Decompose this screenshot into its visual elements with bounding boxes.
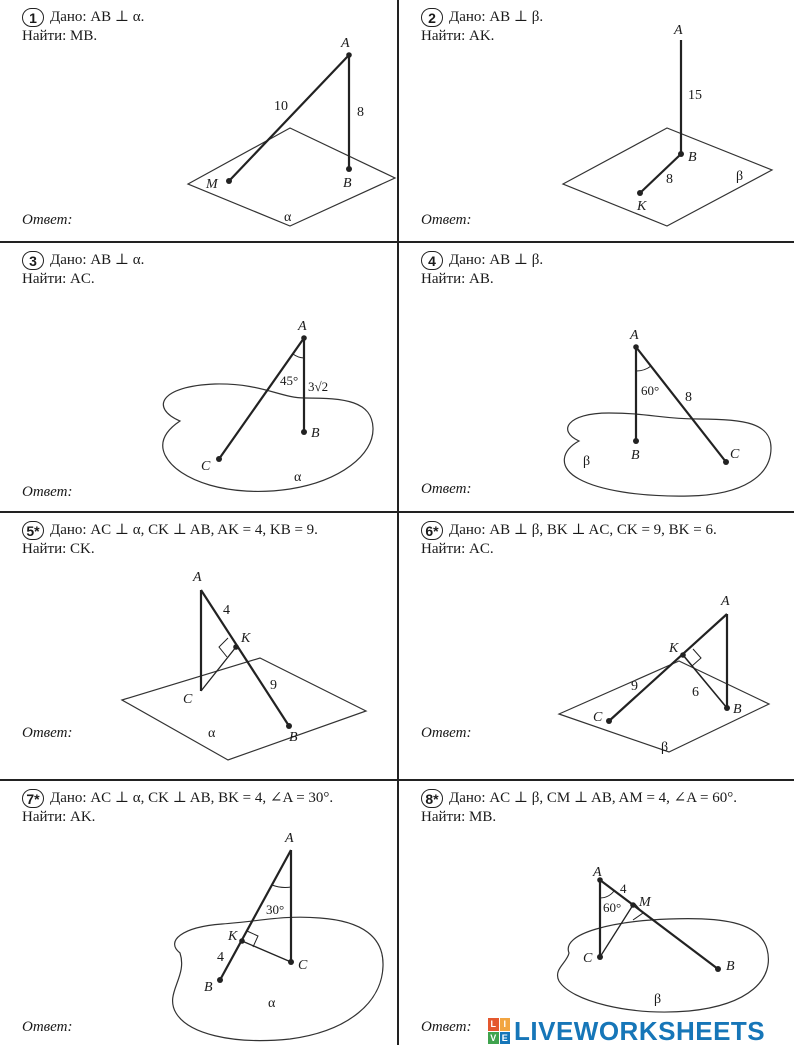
point-c	[723, 459, 729, 465]
given-text: Дано: AC ⊥ β, CM ⊥ AB, AM = 4, ∠A = 60°.	[449, 790, 737, 806]
plane-shape	[564, 413, 771, 496]
plane-shape	[173, 917, 383, 1040]
label-b: B	[726, 959, 735, 974]
point-a	[301, 335, 307, 341]
answer-label: Ответ:	[421, 1019, 472, 1035]
angle-arc	[600, 891, 614, 898]
given-text: Дано: AB ⊥ α.	[50, 9, 145, 25]
logo-icon	[488, 1018, 510, 1044]
point-c	[288, 959, 294, 965]
plane-shape	[188, 128, 395, 226]
label-c: C	[583, 951, 593, 966]
angle-arc	[293, 354, 304, 358]
problem-8	[399, 781, 794, 1039]
point-c	[597, 954, 603, 960]
given-text: Дано: AC ⊥ α, CK ⊥ AB, AK = 4, KB = 9.	[50, 522, 318, 538]
problem-number: 7*	[22, 789, 44, 808]
segment-kb	[683, 655, 727, 708]
logo-letter: V	[488, 1032, 499, 1045]
label-length-ab: 15	[688, 88, 702, 103]
label-plane: α	[268, 996, 276, 1011]
label-k: K	[241, 631, 251, 646]
problem-7	[0, 781, 397, 1039]
point-m	[226, 178, 232, 184]
label-angle: 60°	[603, 900, 622, 915]
point-b	[633, 438, 639, 444]
label-c: C	[201, 459, 211, 474]
logo-letter: L	[488, 1018, 499, 1031]
problem-2	[399, 0, 794, 258]
problem-3	[0, 243, 397, 501]
label-angle: 45°	[280, 373, 299, 388]
point-b	[724, 705, 730, 711]
point-m	[630, 902, 636, 908]
label-b: B	[343, 176, 352, 191]
given-text: Дано: AB ⊥ β.	[449, 9, 544, 25]
find-text: Найти: AC.	[22, 271, 95, 287]
problem-number: 2	[421, 8, 443, 27]
problem-number: 8*	[421, 789, 443, 808]
label-plane: β	[583, 454, 591, 469]
plane-shape	[122, 658, 366, 760]
point-c	[216, 456, 222, 462]
label-a: A	[630, 328, 639, 343]
figure-4	[399, 243, 794, 511]
point-b	[217, 977, 223, 983]
label-plane: α	[284, 210, 292, 225]
right-angle-mark	[219, 638, 228, 657]
label-m: M	[206, 177, 218, 192]
find-text: Найти: AK.	[22, 809, 96, 825]
liveworksheets-logo[interactable]	[488, 1016, 765, 1046]
segment-am	[229, 55, 349, 181]
label-a: A	[341, 36, 350, 51]
problem-6	[399, 513, 794, 771]
logo-text: LIVEWORKSHEETS	[514, 1015, 766, 1046]
problem-number: 6*	[421, 521, 443, 540]
segment-ac	[636, 347, 726, 462]
label-k: K	[669, 641, 679, 656]
segment-ck	[201, 647, 236, 691]
answer-label: Ответ:	[421, 725, 472, 741]
label-a: A	[721, 594, 730, 609]
label-plane: β	[654, 992, 662, 1007]
point-k	[637, 190, 643, 196]
segment-bk	[640, 154, 681, 193]
label-plane: α	[208, 726, 216, 741]
label-b: B	[631, 448, 640, 463]
given-text: Дано: AB ⊥ β, BK ⊥ AC, CK = 9, BK = 6.	[449, 522, 717, 538]
problem-number: 4	[421, 251, 443, 270]
problem-number: 1	[22, 8, 44, 27]
label-c: C	[298, 958, 308, 973]
segment-ac	[609, 614, 727, 721]
logo-letter: I	[500, 1018, 511, 1031]
label-length-bk: 6	[692, 685, 699, 700]
answer-label: Ответ:	[421, 212, 472, 228]
figure-8	[399, 781, 794, 1047]
problem-number: 3	[22, 251, 44, 270]
find-text: Найти: AC.	[421, 541, 494, 557]
find-text: Найти: AB.	[421, 271, 494, 287]
answer-label: Ответ:	[22, 1019, 73, 1035]
label-plane: β	[736, 169, 744, 184]
label-b: B	[311, 426, 320, 441]
point-a	[346, 52, 352, 58]
figure-3	[0, 243, 397, 511]
label-b: B	[733, 702, 742, 717]
label-a: A	[298, 319, 307, 334]
label-b: B	[204, 980, 213, 995]
label-plane: β	[661, 740, 669, 755]
answer-label: Ответ:	[22, 484, 73, 500]
label-plane: α	[294, 470, 302, 485]
angle-arc	[272, 885, 291, 887]
find-text: Найти: CK.	[22, 541, 95, 557]
point-a	[633, 344, 639, 350]
point-b	[301, 429, 307, 435]
label-k: K	[228, 929, 238, 944]
logo-letter: E	[500, 1032, 511, 1045]
point-k	[233, 644, 239, 650]
answer-label: Ответ:	[421, 481, 472, 497]
right-angle-mark	[247, 931, 258, 947]
label-length-kb: 9	[270, 678, 277, 693]
find-text: Найти: MB.	[22, 28, 98, 44]
label-length-ak: 4	[223, 603, 230, 618]
figure-7	[0, 781, 397, 1047]
problem-number: 5*	[22, 521, 44, 540]
point-k	[680, 652, 686, 658]
label-a: A	[193, 570, 202, 585]
figure-2	[399, 0, 794, 241]
label-a: A	[285, 831, 294, 846]
answer-label: Ответ:	[22, 212, 73, 228]
angle-arc	[636, 366, 651, 371]
segment-ac	[219, 338, 304, 459]
segment-ab	[201, 590, 289, 726]
given-text: Дано: AB ⊥ β.	[449, 252, 544, 268]
label-length-am: 10	[274, 99, 288, 114]
label-c: C	[730, 447, 740, 462]
point-b	[286, 723, 292, 729]
given-text: Дано: AB ⊥ α.	[50, 252, 145, 268]
label-length-ab: 8	[357, 105, 364, 120]
label-b: B	[289, 730, 298, 745]
label-b: B	[688, 150, 697, 165]
problem-1	[0, 0, 397, 258]
label-k: K	[637, 199, 647, 214]
label-angle: 60°	[641, 383, 660, 398]
label-length-bk: 4	[217, 950, 224, 965]
label-length-ck: 9	[631, 679, 638, 694]
point-c	[606, 718, 612, 724]
label-length-am: 4	[620, 881, 627, 896]
problem-5	[0, 513, 397, 771]
label-angle: 30°	[266, 902, 285, 917]
point-b	[715, 966, 721, 972]
plane-shape	[163, 384, 373, 491]
label-c: C	[593, 710, 603, 725]
label-a: A	[593, 865, 602, 880]
given-text: Дано: AC ⊥ α, CK ⊥ AB, BK = 4, ∠A = 30°.	[50, 790, 334, 806]
label-m: M	[639, 895, 651, 910]
label-length-ac: 8	[685, 390, 692, 405]
point-b	[678, 151, 684, 157]
point-b	[346, 166, 352, 172]
figure-1	[0, 0, 397, 241]
point-k	[239, 938, 245, 944]
right-angle-mark	[692, 649, 701, 666]
problem-4	[399, 243, 794, 501]
label-c: C	[183, 692, 193, 707]
label-length-ab: 3√2	[308, 379, 329, 394]
answer-label: Ответ:	[22, 725, 73, 741]
label-length-bk: 8	[666, 172, 673, 187]
segment-kc	[242, 941, 291, 962]
find-text: Найти: AK.	[421, 28, 495, 44]
label-a: A	[674, 23, 683, 38]
find-text: Найти: MB.	[421, 809, 497, 825]
